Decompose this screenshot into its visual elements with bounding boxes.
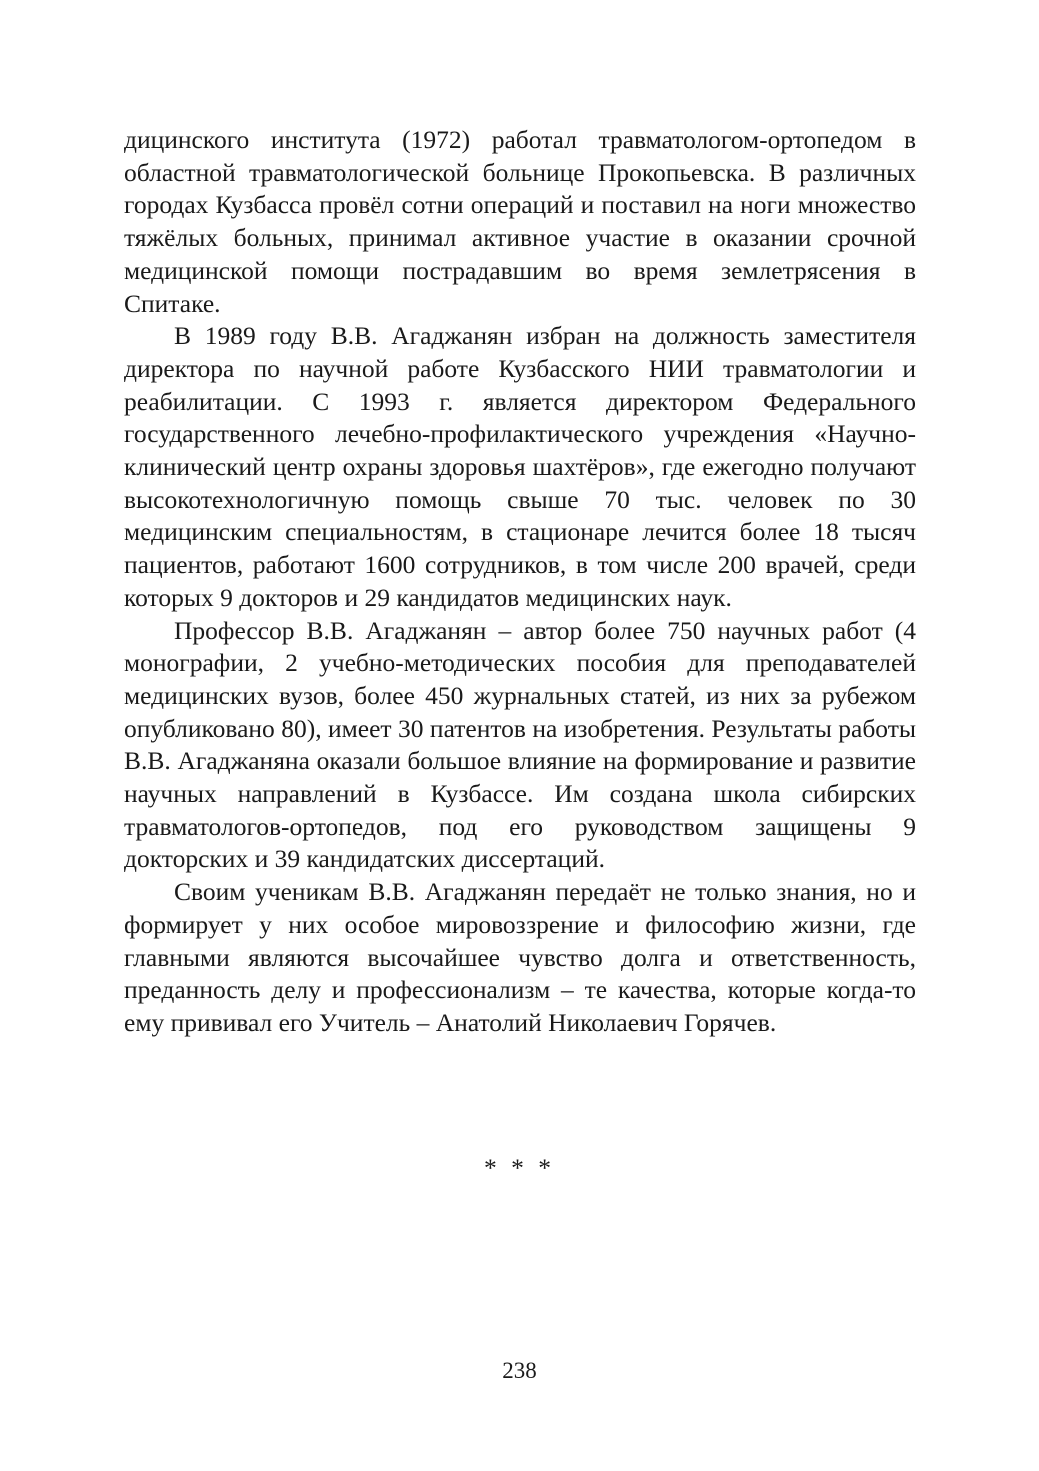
paragraph-4: Своим ученикам В.В. Агаджанян передаёт не только знания, но и формирует у них особое мировоззрение и философию жизни, где главными являются высочайшее чувство долга и ответственность, преданность делу и профессионализм – те качества, которые когда-то ему прививал его Учитель – Анатолий Николаевич Горячев.	[124, 877, 916, 1037]
paragraph-2: В 1989 году В.В. Агаджанян избран на должность заместителя директора по научной работе Кузбасского НИИ травматологии и реабилитации. С 1993 г. является директором Федерального государственного лечебно-профилактического учреждения «Научно-клинический центр охраны здоровья шахтёров», где ежегодно получают высокотехнологичную помощь свыше 70 тыс. человек по 30 медицинским специальностям, в стационаре лечится более 18 тысяч пациентов, работают 1600 сотрудников, в том числе 200 врачей, среди которых 9 докторов и 29 кандидатов медицинских наук.	[124, 321, 916, 612]
paragraph-1: дицинского института (1972) работал травматологом-ортопедом в областной травматологической больнице Прокопьевска. В различных городах Кузбасса провёл сотни операций и поставил на ноги множество тяжёлых больных, принимал активное участие в оказании срочной медицинской помощи пострадавшим во время землетрясения в Спитаке.	[124, 125, 916, 318]
body-text	[124, 124, 916, 1040]
section-separator: * * *	[484, 1153, 555, 1182]
paragraph-3: Профессор В.В. Агаджанян – автор более 750 научных работ (4 монографии, 2 учебно-методических пособия для преподавателей медицинских вузов, более 450 журнальных статей, из них за рубежом опубликовано 80), имеет 30 патентов на изобретения. Результаты работы В.В. Агаджаняна оказали большое влияние на формирование и развитие научных направлений в Кузбассе. Им создана школа сибирских травматологов-ортопедов, под его руководством защищены 9 докторских и 39 кандидатских диссертаций.	[124, 615, 916, 874]
page-number: 238	[502, 1358, 537, 1383]
